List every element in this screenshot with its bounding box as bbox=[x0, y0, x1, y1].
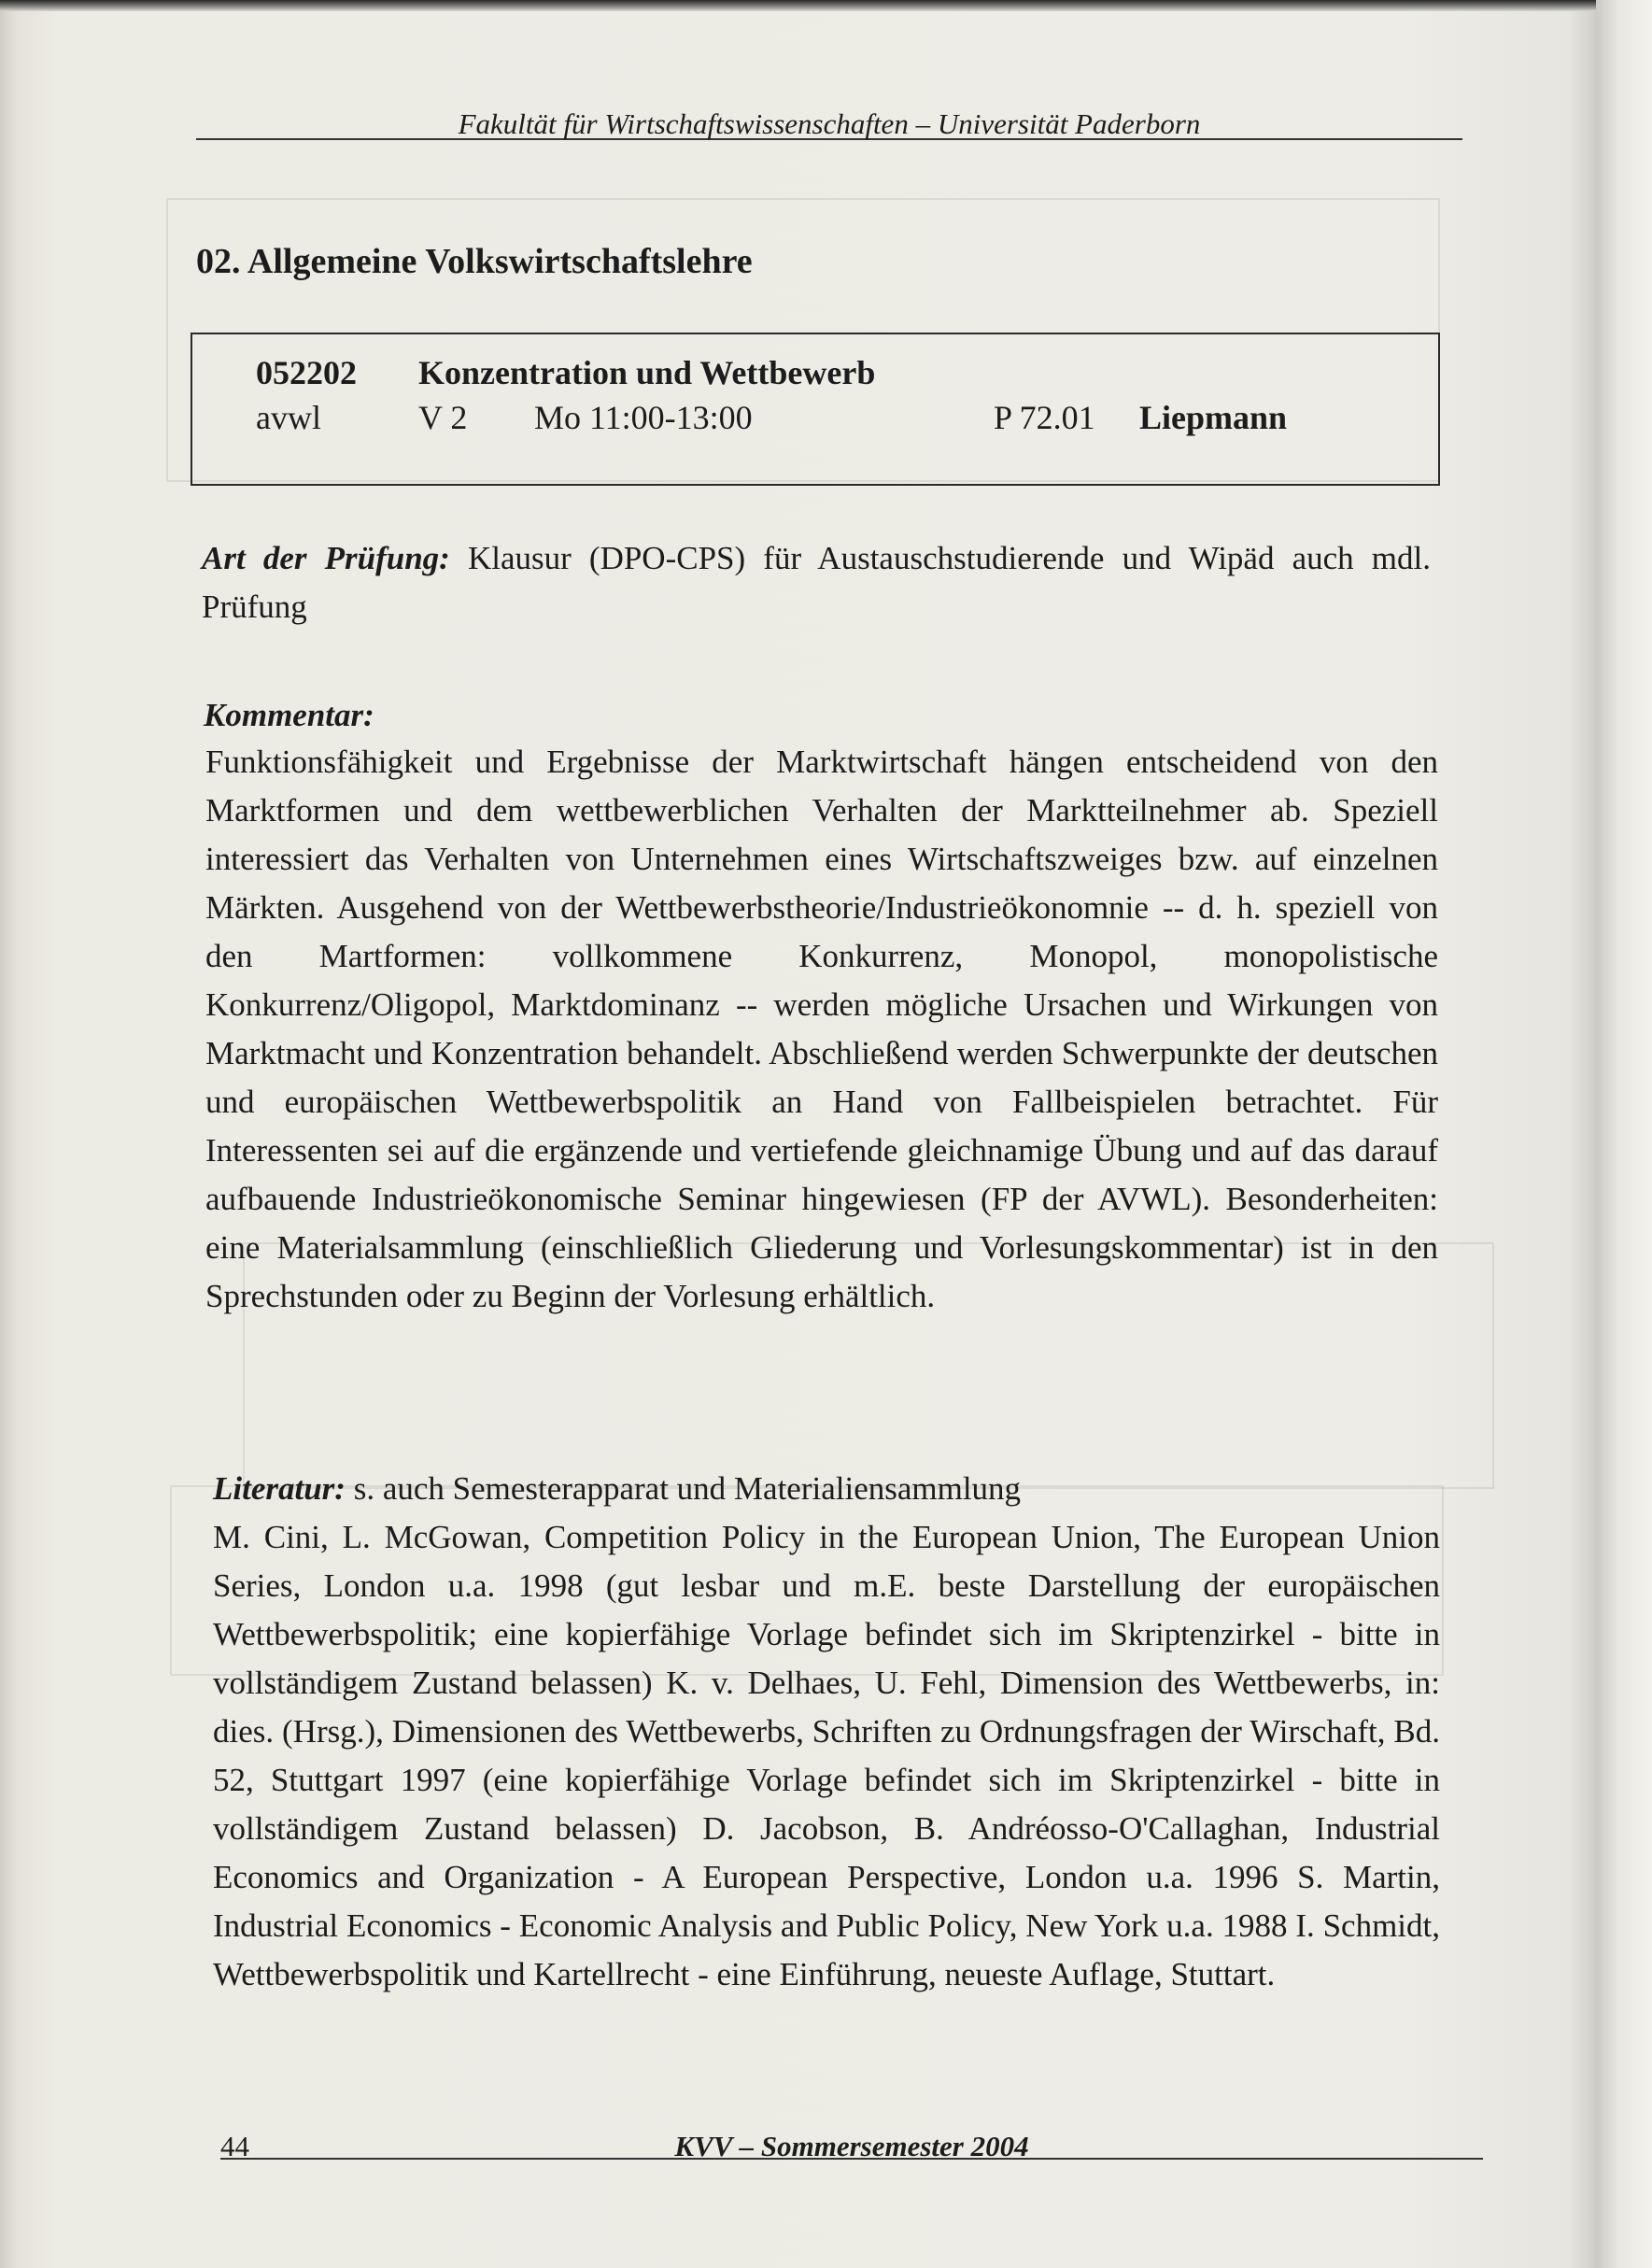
course-room: P 72.01 bbox=[994, 399, 1095, 436]
section-title: 02. Allgemeine Volkswirtschaftslehre bbox=[196, 242, 753, 281]
course-type: avwl bbox=[256, 399, 321, 436]
comment-paragraph: Funktionsfähigkeit und Ergebnisse der Marktwirtschaft hängen entscheidend von den Marktformen und dem wettbewerblichen Verhalten der Marktteilnehmer ab. Speziell interessiert das Verhalten von Unternehmen eines Wirtschaftszweiges bzw. auf einzelnen Märkten. Ausgehend von der Wettbewerbstheorie/Industrieökonomnie -- d. h. speziell von den Martformen: vollkommene Konkurrenz, Monopol, monopolistische Konkurrenz/Oligopol, Marktdominanz -- werden mögliche Ursachen und Wirkungen von Marktmacht und Konzentration behandelt. Abschließend werden Schwerpunkte der deutschen und europäischen Wettbewerbspolitik an Hand von Fallbeispielen betrachtet. Für Interessenten sei auf die ergänzende und vertiefende gleichnamige Übung und auf das darauf aufbauende Industrieökonomische Seminar hingewiesen (FP der AVWL). Besonderheiten: eine Materialsammlung (einschließlich Gliederung und Vorlesungskommentar) ist in den Sprechstunden oder zu Beginn der Vorlesung erhältlich. bbox=[205, 744, 1438, 1314]
scan-top-edge bbox=[0, 0, 1652, 11]
literature-intro: s. auch Semesterapparat und Materialiensammlung bbox=[353, 1470, 1022, 1507]
running-header-text: Fakultät für Wirtschaftswissenschaften – Universität Paderborn bbox=[458, 107, 1201, 140]
running-header bbox=[196, 107, 1462, 140]
course-title: Konzentration und Wettbewerb bbox=[418, 354, 876, 391]
page-footer bbox=[220, 2130, 1483, 2160]
page-number: 44 bbox=[220, 2130, 249, 2162]
course-lecturer: Liepmann bbox=[1139, 399, 1288, 436]
exam-text: Klausur (DPO-CPS) für Austauschstudierende und Wipäd auch mdl. Prüfung bbox=[202, 540, 1432, 625]
literature-paragraph bbox=[213, 1465, 1440, 1999]
course-info-box bbox=[191, 333, 1440, 486]
exam-paragraph bbox=[202, 534, 1431, 631]
footer-semester: KVV – Sommersemester 2004 bbox=[674, 2130, 1029, 2162]
literature-text: M. Cini, L. McGowan, Competition Policy in the European Union, The European Union Series, London u.a. 1998 (gut lesbar und m.E. beste Darstellung der europäischen Wettbewerbspolitik; eine kopierfähige Vorlage befindet sich im Skriptenzirkel - bitte in vollständigem Zustand belassen) K. v. Delhaes, U. Fehl, Dimension des Wettbewerbs, in: dies. (Hrsg.), Dimensionen des Wettbewerbs, Schriften zu Ordnungsfragen der Wirschaft, Bd. 52, Stuttgart 1997 (eine kopierfähige Vorlage befindet sich im Skriptenzirkel - bitte in vollständigem Zustand belassen) D. Jacobson, B. Andréosso-O'Callaghan, Industrial Economics and Organization - A European Perspective, London u.a. 1996 S. Martin, Industrial Economics - Economic Analysis and Public Policy, New York u.a. 1988 I. Schmidt, Wettbewerbspolitik und Kartellrecht - eine Einführung, neueste Auflage, Stuttart. bbox=[213, 1519, 1440, 1992]
exam-label: Art der Prüfung: bbox=[202, 540, 450, 576]
course-kind: V 2 bbox=[418, 399, 468, 436]
course-number: 052202 bbox=[256, 354, 357, 391]
comment-label: Kommentar: bbox=[204, 697, 374, 733]
literature-heading-line bbox=[213, 1465, 1440, 1513]
literature-label: Literatur: bbox=[213, 1470, 346, 1507]
scan-right-edge bbox=[1596, 0, 1652, 2268]
comment-heading bbox=[204, 691, 1433, 740]
course-time: Mo 11:00-13:00 bbox=[534, 399, 753, 436]
